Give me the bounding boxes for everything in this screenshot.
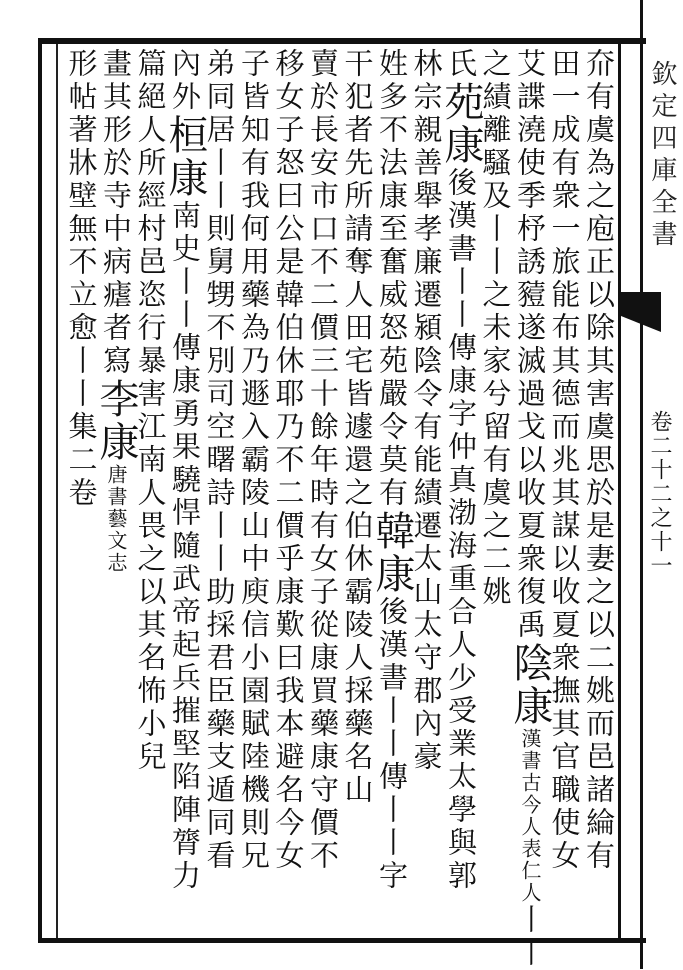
text-segment: 畫其形於寺中病瘧者寫 [99, 48, 133, 378]
text-segment: 林宗親善舉孝廉遷潁陰令有能績遷太山太守郡內豪 [409, 48, 444, 774]
text-segment: 夼有虞為之庖正以除其害虞思於是妻之以二姚而邑諸綸有 [582, 48, 616, 873]
frame-bottom [38, 938, 646, 943]
text-column [270, 48, 307, 873]
text-segment: 艾諜澆使季杼誘豷遂滅過戈以收夏衆復禹 [513, 48, 547, 642]
entry-heading: 陰康 [507, 642, 553, 728]
text-segment: 丨丨 [513, 904, 547, 970]
source-note: 漢書古今人表仁人 [518, 728, 542, 904]
text-column [304, 48, 341, 873]
text-segment: 南史丨丨傳康勇果驍悍隨武帝起兵摧堅陷陣膂力 [168, 200, 202, 893]
text-segment: 氏 [444, 48, 478, 81]
text-column [507, 48, 553, 970]
inner-rule [56, 44, 58, 938]
entry-heading: 韓康 [369, 510, 415, 596]
text-column [546, 48, 583, 873]
entry-heading: 苑康 [438, 81, 484, 167]
text-segment: 內外 [168, 48, 202, 114]
text-segment: 田一成有衆一旅能布其德而兆其謀以收夏衆撫其官職使女 [547, 48, 582, 873]
text-segment: 形帖著牀壁無不立愈 [64, 48, 99, 345]
frame-right [618, 38, 621, 943]
frame-left [38, 38, 42, 943]
text-segment: 賣於長安市口不二價三十餘年時有女子從康買藥康守價不 [306, 48, 340, 873]
margin-book-title: 欽定四庫全書 [647, 60, 677, 252]
text-segment: 移女子怒曰公是韓伯休耶乃不二價乎康歎曰我本避名今女 [271, 48, 306, 873]
text-segment: 之績離騷及丨丨之未家兮留有虞之二姚 [478, 48, 513, 609]
text-column [93, 48, 139, 574]
text-segment: 子皆知有我何用藥為乃遯入霸陵山中庾信小園賦陸機則兄 [237, 48, 271, 873]
text-segment: 弟同居丨丨則舅甥不別司空曙詩丨丨助採君臣藥支遁同看 [202, 48, 237, 873]
margin-juan-label: 卷二十二之十一 [647, 410, 672, 578]
frame-top [38, 38, 646, 44]
spine-rule [640, 0, 643, 969]
text-column [408, 48, 445, 774]
entry-heading: 桓康 [162, 114, 208, 200]
text-segment: 干犯者先所請奪人田宅皆遽還之 [340, 48, 375, 510]
text-column [339, 48, 376, 807]
text-segment: 丨丨集二卷 [64, 345, 99, 510]
text-segment: 伯休霸陵人採藥名山 [340, 510, 375, 807]
text-column [235, 48, 272, 873]
source-note: 唐書藝文志 [104, 464, 128, 574]
text-column [438, 48, 484, 893]
text-column [63, 48, 100, 510]
entry-heading: 李康 [93, 378, 139, 464]
text-column [369, 48, 415, 893]
text-segment: 姓多不法康至奮威怒苑嚴令莫有 [375, 48, 409, 510]
text-segment: 後漢書丨丨傳丨丨字 [375, 596, 409, 893]
text-segment: 絕人所經村邑恣行暴害江南人畏之以其名怖小兒 [133, 81, 168, 774]
text-segment: 篇 [133, 48, 168, 81]
text-column [580, 48, 617, 873]
text-column [162, 48, 208, 893]
text-segment: 後漢書丨丨傳康字仲真渤海重合人少受業太學與郭 [444, 167, 478, 893]
